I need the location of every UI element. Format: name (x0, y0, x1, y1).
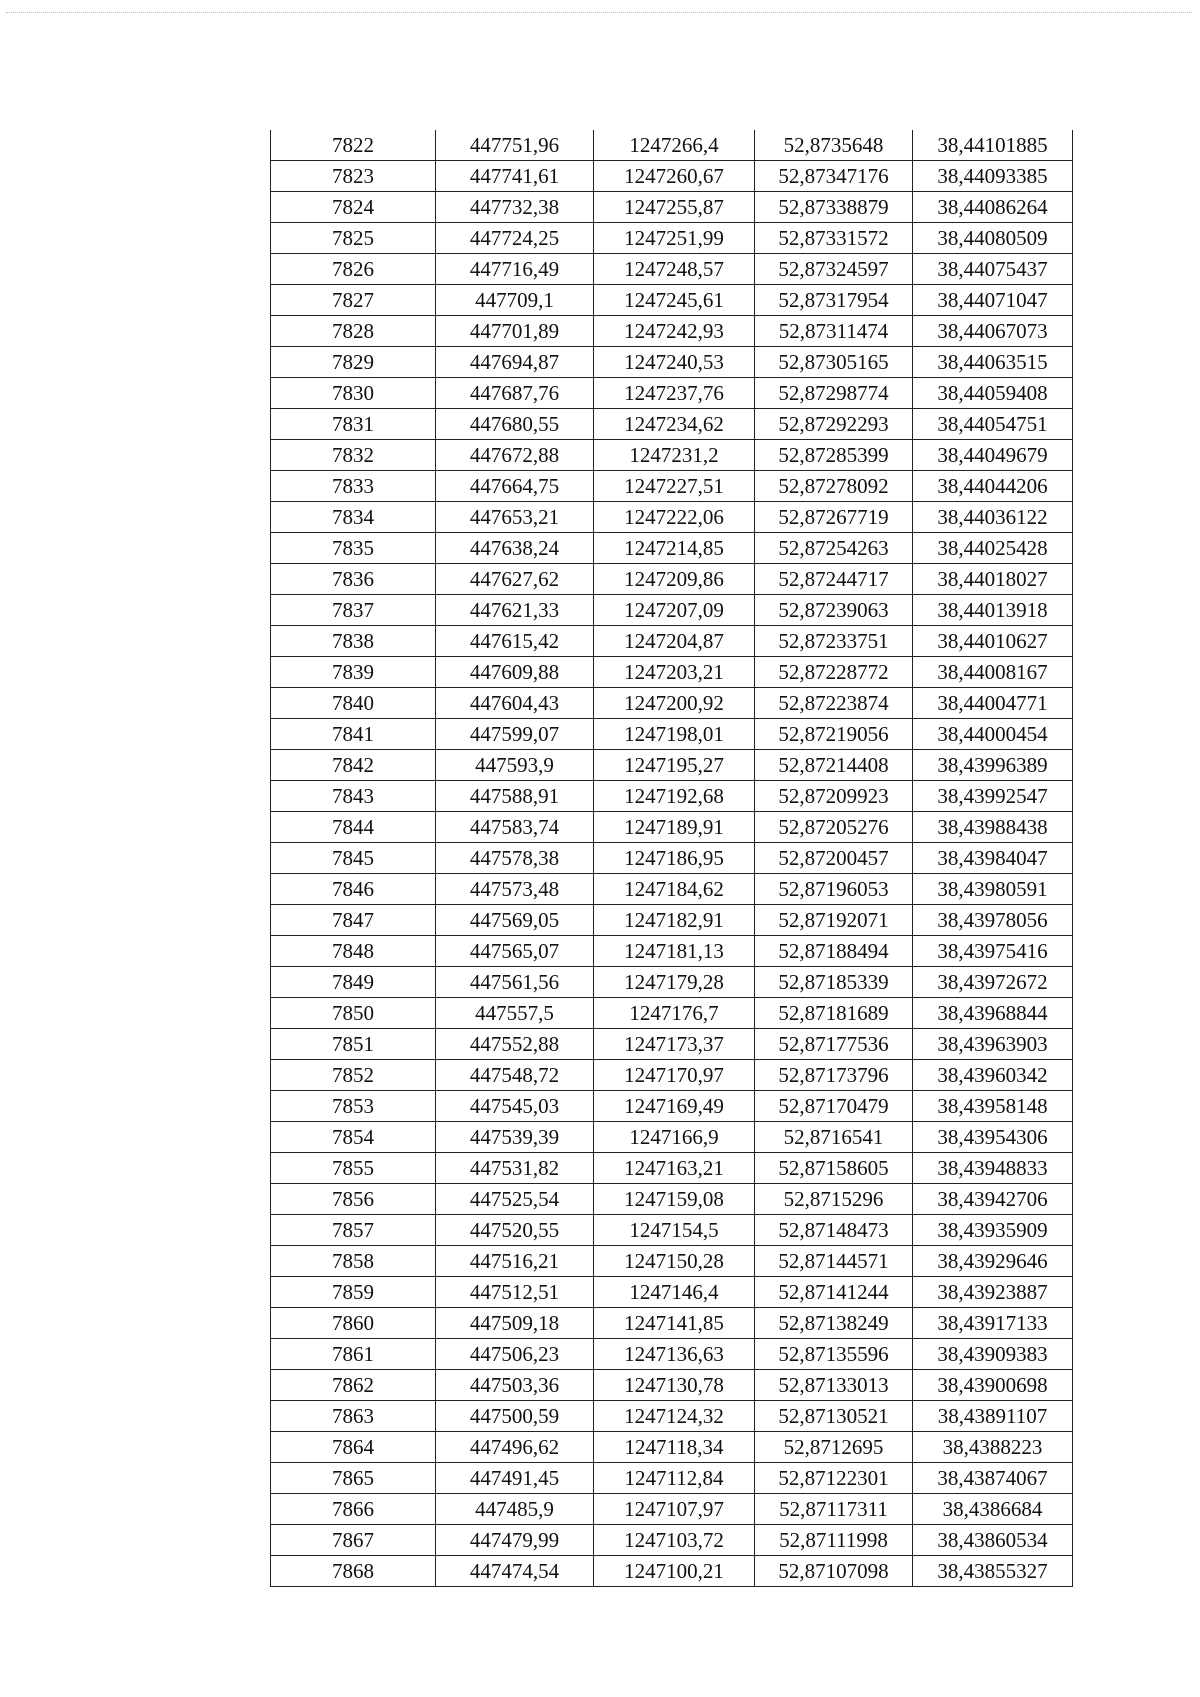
y-coordinate-cell: 1247150,28 (594, 1246, 755, 1277)
point-number-cell: 7858 (271, 1246, 436, 1277)
point-number-cell: 7860 (271, 1308, 436, 1339)
longitude-cell: 38,43942706 (913, 1184, 1073, 1215)
point-number-cell: 7836 (271, 564, 436, 595)
y-coordinate-cell: 1247100,21 (594, 1556, 755, 1587)
y-coordinate-cell: 1247179,28 (594, 967, 755, 998)
table-row (271, 378, 1073, 409)
x-coordinate-cell: 447545,03 (436, 1091, 594, 1122)
table-row (271, 1370, 1073, 1401)
x-coordinate-cell: 447512,51 (436, 1277, 594, 1308)
latitude-cell: 52,87338879 (755, 192, 913, 223)
table-row (271, 936, 1073, 967)
longitude-cell: 38,43992547 (913, 781, 1073, 812)
x-coordinate-cell: 447724,25 (436, 223, 594, 254)
longitude-cell: 38,44101885 (913, 130, 1073, 161)
longitude-cell: 38,4386684 (913, 1494, 1073, 1525)
table-row (271, 1153, 1073, 1184)
x-coordinate-cell: 447516,21 (436, 1246, 594, 1277)
longitude-cell: 38,44049679 (913, 440, 1073, 471)
latitude-cell: 52,87138249 (755, 1308, 913, 1339)
latitude-cell: 52,87107098 (755, 1556, 913, 1587)
point-number-cell: 7859 (271, 1277, 436, 1308)
point-number-cell: 7829 (271, 347, 436, 378)
latitude-cell: 52,87170479 (755, 1091, 913, 1122)
latitude-cell: 52,87177536 (755, 1029, 913, 1060)
table-row (271, 409, 1073, 440)
longitude-cell: 38,44054751 (913, 409, 1073, 440)
x-coordinate-cell: 447709,1 (436, 285, 594, 316)
latitude-cell: 52,87285399 (755, 440, 913, 471)
x-coordinate-cell: 447569,05 (436, 905, 594, 936)
longitude-cell: 38,44008167 (913, 657, 1073, 688)
table-row (271, 1463, 1073, 1494)
y-coordinate-cell: 1247182,91 (594, 905, 755, 936)
latitude-cell: 52,87228772 (755, 657, 913, 688)
x-coordinate-cell: 447615,42 (436, 626, 594, 657)
point-number-cell: 7845 (271, 843, 436, 874)
table-row (271, 533, 1073, 564)
table-row (271, 998, 1073, 1029)
point-number-cell: 7832 (271, 440, 436, 471)
point-number-cell: 7850 (271, 998, 436, 1029)
point-number-cell: 7856 (271, 1184, 436, 1215)
point-number-cell: 7864 (271, 1432, 436, 1463)
x-coordinate-cell: 447741,61 (436, 161, 594, 192)
longitude-cell: 38,44071047 (913, 285, 1073, 316)
y-coordinate-cell: 1247240,53 (594, 347, 755, 378)
latitude-cell: 52,87305165 (755, 347, 913, 378)
point-number-cell: 7868 (271, 1556, 436, 1587)
table-row (271, 1215, 1073, 1246)
point-number-cell: 7841 (271, 719, 436, 750)
latitude-cell: 52,87158605 (755, 1153, 913, 1184)
latitude-cell: 52,87188494 (755, 936, 913, 967)
longitude-cell: 38,44018027 (913, 564, 1073, 595)
point-number-cell: 7849 (271, 967, 436, 998)
table-row (271, 781, 1073, 812)
latitude-cell: 52,87200457 (755, 843, 913, 874)
x-coordinate-cell: 447474,54 (436, 1556, 594, 1587)
latitude-cell: 52,87111998 (755, 1525, 913, 1556)
y-coordinate-cell: 1247159,08 (594, 1184, 755, 1215)
y-coordinate-cell: 1247200,92 (594, 688, 755, 719)
latitude-cell: 52,87130521 (755, 1401, 913, 1432)
y-coordinate-cell: 1247198,01 (594, 719, 755, 750)
table-row (271, 750, 1073, 781)
longitude-cell: 38,43874067 (913, 1463, 1073, 1494)
longitude-cell: 38,43975416 (913, 936, 1073, 967)
table-row (271, 1184, 1073, 1215)
latitude-cell: 52,87133013 (755, 1370, 913, 1401)
y-coordinate-cell: 1247209,86 (594, 564, 755, 595)
y-coordinate-cell: 1247136,63 (594, 1339, 755, 1370)
y-coordinate-cell: 1247107,97 (594, 1494, 755, 1525)
x-coordinate-cell: 447653,21 (436, 502, 594, 533)
y-coordinate-cell: 1247189,91 (594, 812, 755, 843)
y-coordinate-cell: 1247214,85 (594, 533, 755, 564)
longitude-cell: 38,44000454 (913, 719, 1073, 750)
latitude-cell: 52,87311474 (755, 316, 913, 347)
latitude-cell: 52,87205276 (755, 812, 913, 843)
latitude-cell: 52,87196053 (755, 874, 913, 905)
table-row (271, 1246, 1073, 1277)
latitude-cell: 52,8712695 (755, 1432, 913, 1463)
y-coordinate-cell: 1247203,21 (594, 657, 755, 688)
table-row (271, 1277, 1073, 1308)
x-coordinate-cell: 447525,54 (436, 1184, 594, 1215)
point-number-cell: 7830 (271, 378, 436, 409)
table-row (271, 502, 1073, 533)
y-coordinate-cell: 1247245,61 (594, 285, 755, 316)
point-number-cell: 7847 (271, 905, 436, 936)
table-row (271, 564, 1073, 595)
y-coordinate-cell: 1247146,4 (594, 1277, 755, 1308)
x-coordinate-cell: 447593,9 (436, 750, 594, 781)
y-coordinate-cell: 1247103,72 (594, 1525, 755, 1556)
table-row (271, 254, 1073, 285)
table-row (271, 626, 1073, 657)
x-coordinate-cell: 447588,91 (436, 781, 594, 812)
x-coordinate-cell: 447539,39 (436, 1122, 594, 1153)
y-coordinate-cell: 1247234,62 (594, 409, 755, 440)
longitude-cell: 38,44013918 (913, 595, 1073, 626)
y-coordinate-cell: 1247112,84 (594, 1463, 755, 1494)
longitude-cell: 38,44067073 (913, 316, 1073, 347)
y-coordinate-cell: 1247266,4 (594, 130, 755, 161)
x-coordinate-cell: 447485,9 (436, 1494, 594, 1525)
latitude-cell: 52,87144571 (755, 1246, 913, 1277)
point-number-cell: 7852 (271, 1060, 436, 1091)
longitude-cell: 38,43978056 (913, 905, 1073, 936)
longitude-cell: 38,43860534 (913, 1525, 1073, 1556)
longitude-cell: 38,44075437 (913, 254, 1073, 285)
y-coordinate-cell: 1247248,57 (594, 254, 755, 285)
table-row (271, 1432, 1073, 1463)
latitude-cell: 52,87317954 (755, 285, 913, 316)
y-coordinate-cell: 1247124,32 (594, 1401, 755, 1432)
y-coordinate-cell: 1247154,5 (594, 1215, 755, 1246)
y-coordinate-cell: 1247227,51 (594, 471, 755, 502)
x-coordinate-cell: 447638,24 (436, 533, 594, 564)
latitude-cell: 52,87239063 (755, 595, 913, 626)
point-number-cell: 7848 (271, 936, 436, 967)
table-row (271, 1091, 1073, 1122)
x-coordinate-cell: 447716,49 (436, 254, 594, 285)
longitude-cell: 38,43972672 (913, 967, 1073, 998)
point-number-cell: 7823 (271, 161, 436, 192)
y-coordinate-cell: 1247222,06 (594, 502, 755, 533)
longitude-cell: 38,43935909 (913, 1215, 1073, 1246)
latitude-cell: 52,87223874 (755, 688, 913, 719)
x-coordinate-cell: 447506,23 (436, 1339, 594, 1370)
x-coordinate-cell: 447479,99 (436, 1525, 594, 1556)
longitude-cell: 38,44080509 (913, 223, 1073, 254)
x-coordinate-cell: 447500,59 (436, 1401, 594, 1432)
longitude-cell: 38,44044206 (913, 471, 1073, 502)
latitude-cell: 52,87148473 (755, 1215, 913, 1246)
x-coordinate-cell: 447565,07 (436, 936, 594, 967)
x-coordinate-cell: 447509,18 (436, 1308, 594, 1339)
y-coordinate-cell: 1247181,13 (594, 936, 755, 967)
longitude-cell: 38,44059408 (913, 378, 1073, 409)
latitude-cell: 52,87185339 (755, 967, 913, 998)
point-number-cell: 7842 (271, 750, 436, 781)
latitude-cell: 52,8735648 (755, 130, 913, 161)
table-row (271, 657, 1073, 688)
table-row (271, 316, 1073, 347)
y-coordinate-cell: 1247166,9 (594, 1122, 755, 1153)
latitude-cell: 52,87347176 (755, 161, 913, 192)
latitude-cell: 52,8716541 (755, 1122, 913, 1153)
longitude-cell: 38,44025428 (913, 533, 1073, 564)
point-number-cell: 7846 (271, 874, 436, 905)
longitude-cell: 38,43948833 (913, 1153, 1073, 1184)
y-coordinate-cell: 1247195,27 (594, 750, 755, 781)
latitude-cell: 52,87214408 (755, 750, 913, 781)
point-number-cell: 7837 (271, 595, 436, 626)
latitude-cell: 52,87117311 (755, 1494, 913, 1525)
y-coordinate-cell: 1247184,62 (594, 874, 755, 905)
longitude-cell: 38,44086264 (913, 192, 1073, 223)
table-row (271, 161, 1073, 192)
latitude-cell: 52,87233751 (755, 626, 913, 657)
point-number-cell: 7855 (271, 1153, 436, 1184)
longitude-cell: 38,43923887 (913, 1277, 1073, 1308)
coordinates-table (270, 130, 1073, 1587)
table-row (271, 812, 1073, 843)
x-coordinate-cell: 447561,56 (436, 967, 594, 998)
x-coordinate-cell: 447621,33 (436, 595, 594, 626)
table-row (271, 440, 1073, 471)
x-coordinate-cell: 447531,82 (436, 1153, 594, 1184)
y-coordinate-cell: 1247176,7 (594, 998, 755, 1029)
y-coordinate-cell: 1247242,93 (594, 316, 755, 347)
y-coordinate-cell: 1247260,67 (594, 161, 755, 192)
y-coordinate-cell: 1247163,21 (594, 1153, 755, 1184)
table-row (271, 471, 1073, 502)
x-coordinate-cell: 447496,62 (436, 1432, 594, 1463)
y-coordinate-cell: 1247207,09 (594, 595, 755, 626)
point-number-cell: 7828 (271, 316, 436, 347)
longitude-cell: 38,43929646 (913, 1246, 1073, 1277)
point-number-cell: 7844 (271, 812, 436, 843)
x-coordinate-cell: 447578,38 (436, 843, 594, 874)
table-row (271, 967, 1073, 998)
y-coordinate-cell: 1247251,99 (594, 223, 755, 254)
table-row (271, 1308, 1073, 1339)
longitude-cell: 38,44036122 (913, 502, 1073, 533)
longitude-cell: 38,43909383 (913, 1339, 1073, 1370)
latitude-cell: 52,87324597 (755, 254, 913, 285)
x-coordinate-cell: 447627,62 (436, 564, 594, 595)
x-coordinate-cell: 447552,88 (436, 1029, 594, 1060)
x-coordinate-cell: 447701,89 (436, 316, 594, 347)
table-row (271, 1401, 1073, 1432)
latitude-cell: 52,87135596 (755, 1339, 913, 1370)
y-coordinate-cell: 1247118,34 (594, 1432, 755, 1463)
point-number-cell: 7834 (271, 502, 436, 533)
point-number-cell: 7853 (271, 1091, 436, 1122)
point-number-cell: 7825 (271, 223, 436, 254)
point-number-cell: 7831 (271, 409, 436, 440)
x-coordinate-cell: 447609,88 (436, 657, 594, 688)
point-number-cell: 7833 (271, 471, 436, 502)
latitude-cell: 52,87209923 (755, 781, 913, 812)
table-row (271, 285, 1073, 316)
table-row (271, 1060, 1073, 1091)
latitude-cell: 52,87181689 (755, 998, 913, 1029)
x-coordinate-cell: 447491,45 (436, 1463, 594, 1494)
y-coordinate-cell: 1247173,37 (594, 1029, 755, 1060)
table-row (271, 130, 1073, 161)
point-number-cell: 7866 (271, 1494, 436, 1525)
x-coordinate-cell: 447687,76 (436, 378, 594, 409)
scan-edge-line (6, 12, 1192, 13)
table-row (271, 1556, 1073, 1587)
x-coordinate-cell: 447672,88 (436, 440, 594, 471)
point-number-cell: 7826 (271, 254, 436, 285)
latitude-cell: 52,87173796 (755, 1060, 913, 1091)
x-coordinate-cell: 447573,48 (436, 874, 594, 905)
longitude-cell: 38,43984047 (913, 843, 1073, 874)
y-coordinate-cell: 1247192,68 (594, 781, 755, 812)
latitude-cell: 52,87122301 (755, 1463, 913, 1494)
table-row (271, 1494, 1073, 1525)
x-coordinate-cell: 447680,55 (436, 409, 594, 440)
point-number-cell: 7839 (271, 657, 436, 688)
point-number-cell: 7861 (271, 1339, 436, 1370)
point-number-cell: 7851 (271, 1029, 436, 1060)
latitude-cell: 52,87219056 (755, 719, 913, 750)
longitude-cell: 38,44063515 (913, 347, 1073, 378)
longitude-cell: 38,43891107 (913, 1401, 1073, 1432)
coordinates-table-body (271, 130, 1073, 1587)
latitude-cell: 52,87298774 (755, 378, 913, 409)
x-coordinate-cell: 447664,75 (436, 471, 594, 502)
table-row (271, 595, 1073, 626)
point-number-cell: 7865 (271, 1463, 436, 1494)
longitude-cell: 38,43988438 (913, 812, 1073, 843)
latitude-cell: 52,87331572 (755, 223, 913, 254)
y-coordinate-cell: 1247204,87 (594, 626, 755, 657)
longitude-cell: 38,44093385 (913, 161, 1073, 192)
table-row (271, 719, 1073, 750)
longitude-cell: 38,43900698 (913, 1370, 1073, 1401)
longitude-cell: 38,43968844 (913, 998, 1073, 1029)
x-coordinate-cell: 447583,74 (436, 812, 594, 843)
x-coordinate-cell: 447604,43 (436, 688, 594, 719)
table-row (271, 1029, 1073, 1060)
latitude-cell: 52,87254263 (755, 533, 913, 564)
table-row (271, 688, 1073, 719)
point-number-cell: 7824 (271, 192, 436, 223)
point-number-cell: 7867 (271, 1525, 436, 1556)
latitude-cell: 52,87267719 (755, 502, 913, 533)
table-row (271, 192, 1073, 223)
longitude-cell: 38,44010627 (913, 626, 1073, 657)
y-coordinate-cell: 1247141,85 (594, 1308, 755, 1339)
longitude-cell: 38,43917133 (913, 1308, 1073, 1339)
table-row (271, 1339, 1073, 1370)
latitude-cell: 52,87278092 (755, 471, 913, 502)
point-number-cell: 7863 (271, 1401, 436, 1432)
point-number-cell: 7827 (271, 285, 436, 316)
point-number-cell: 7822 (271, 130, 436, 161)
coordinates-table-container (270, 130, 1072, 1587)
latitude-cell: 52,87244717 (755, 564, 913, 595)
x-coordinate-cell: 447732,38 (436, 192, 594, 223)
point-number-cell: 7835 (271, 533, 436, 564)
longitude-cell: 38,43954306 (913, 1122, 1073, 1153)
table-row (271, 874, 1073, 905)
point-number-cell: 7843 (271, 781, 436, 812)
latitude-cell: 52,87141244 (755, 1277, 913, 1308)
longitude-cell: 38,43963903 (913, 1029, 1073, 1060)
point-number-cell: 7862 (271, 1370, 436, 1401)
x-coordinate-cell: 447520,55 (436, 1215, 594, 1246)
x-coordinate-cell: 447694,87 (436, 347, 594, 378)
longitude-cell: 38,43960342 (913, 1060, 1073, 1091)
point-number-cell: 7857 (271, 1215, 436, 1246)
x-coordinate-cell: 447548,72 (436, 1060, 594, 1091)
table-row (271, 347, 1073, 378)
table-row (271, 223, 1073, 254)
point-number-cell: 7854 (271, 1122, 436, 1153)
latitude-cell: 52,87292293 (755, 409, 913, 440)
y-coordinate-cell: 1247237,76 (594, 378, 755, 409)
longitude-cell: 38,43855327 (913, 1556, 1073, 1587)
y-coordinate-cell: 1247170,97 (594, 1060, 755, 1091)
latitude-cell: 52,8715296 (755, 1184, 913, 1215)
y-coordinate-cell: 1247130,78 (594, 1370, 755, 1401)
table-row (271, 1525, 1073, 1556)
table-row (271, 843, 1073, 874)
point-number-cell: 7840 (271, 688, 436, 719)
x-coordinate-cell: 447599,07 (436, 719, 594, 750)
y-coordinate-cell: 1247186,95 (594, 843, 755, 874)
y-coordinate-cell: 1247231,2 (594, 440, 755, 471)
y-coordinate-cell: 1247169,49 (594, 1091, 755, 1122)
longitude-cell: 38,43980591 (913, 874, 1073, 905)
point-number-cell: 7838 (271, 626, 436, 657)
x-coordinate-cell: 447751,96 (436, 130, 594, 161)
table-row (271, 1122, 1073, 1153)
longitude-cell: 38,43958148 (913, 1091, 1073, 1122)
x-coordinate-cell: 447503,36 (436, 1370, 594, 1401)
table-row (271, 905, 1073, 936)
longitude-cell: 38,43996389 (913, 750, 1073, 781)
longitude-cell: 38,4388223 (913, 1432, 1073, 1463)
y-coordinate-cell: 1247255,87 (594, 192, 755, 223)
x-coordinate-cell: 447557,5 (436, 998, 594, 1029)
latitude-cell: 52,87192071 (755, 905, 913, 936)
longitude-cell: 38,44004771 (913, 688, 1073, 719)
